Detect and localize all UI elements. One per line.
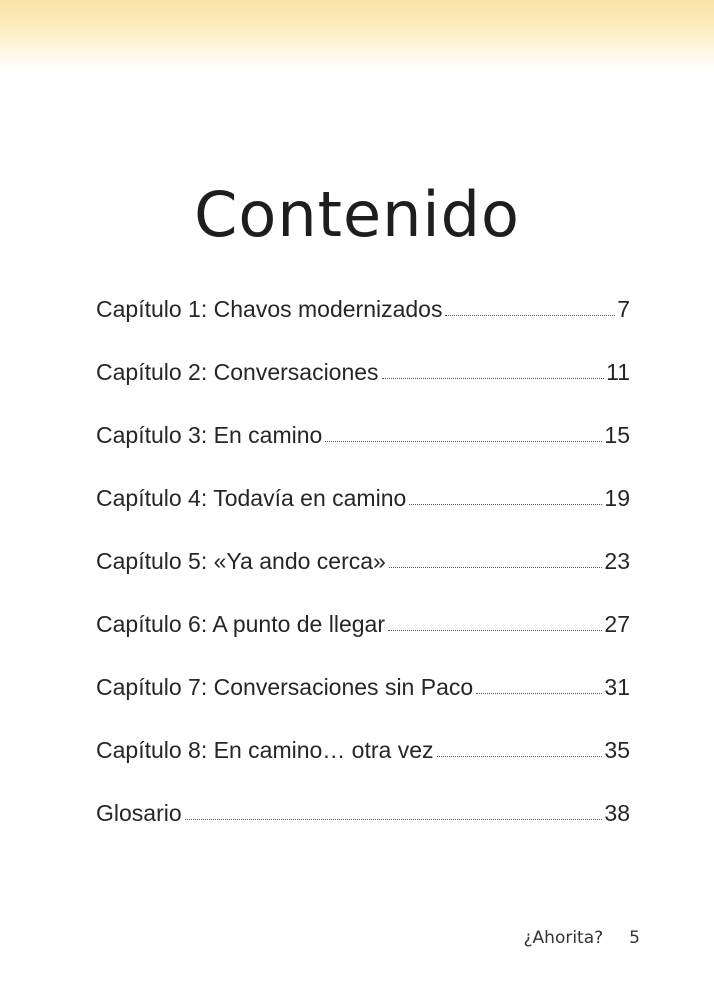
toc-entry-page: 15 bbox=[604, 422, 630, 448]
dot-leader bbox=[409, 503, 602, 505]
page-title: Contenido bbox=[194, 178, 520, 251]
toc-entry-label: Capítulo 3: En camino bbox=[96, 422, 323, 448]
toc-entry-page: 11 bbox=[606, 359, 630, 385]
dot-leader bbox=[476, 692, 602, 694]
dot-leader bbox=[325, 440, 602, 442]
dot-leader bbox=[437, 755, 603, 757]
table-of-contents bbox=[96, 296, 630, 863]
toc-entry-page: 27 bbox=[604, 611, 630, 637]
toc-entry-label: Capítulo 8: En camino… otra vez bbox=[96, 737, 434, 763]
toc-entry-chapter-3 bbox=[96, 422, 630, 485]
toc-entry-page: 7 bbox=[617, 296, 630, 322]
dot-leader bbox=[185, 818, 603, 820]
toc-entry-page: 31 bbox=[604, 674, 630, 700]
toc-entry-chapter-1 bbox=[96, 296, 630, 359]
toc-entry-page: 38 bbox=[604, 800, 630, 826]
toc-entry-page: 23 bbox=[604, 548, 630, 574]
page-footer bbox=[524, 928, 640, 948]
dot-leader bbox=[382, 377, 605, 379]
toc-entry-label: Capítulo 5: «Ya ando cerca» bbox=[96, 548, 386, 574]
toc-entry-label: Capítulo 7: Conversaciones sin Paco bbox=[96, 674, 474, 700]
header-gradient-band bbox=[0, 0, 714, 70]
toc-entry-chapter-5 bbox=[96, 548, 630, 611]
toc-entry-label: Capítulo 2: Conversaciones bbox=[96, 359, 379, 385]
toc-entry-glossary bbox=[96, 800, 630, 863]
dot-leader bbox=[445, 314, 615, 316]
footer-book-title: ¿Ahorita? bbox=[523, 928, 604, 948]
toc-entry-chapter-8 bbox=[96, 737, 630, 800]
toc-entry-chapter-7 bbox=[96, 674, 630, 737]
dot-leader bbox=[388, 629, 602, 631]
toc-entry-label: Capítulo 4: Todavía en camino bbox=[96, 485, 407, 511]
toc-entry-label: Glosario bbox=[96, 800, 182, 826]
toc-entry-label: Capítulo 1: Chavos modernizados bbox=[96, 296, 443, 322]
toc-entry-page: 19 bbox=[604, 485, 630, 511]
dot-leader bbox=[389, 566, 603, 568]
footer-page-number: 5 bbox=[629, 928, 640, 948]
toc-entry-chapter-4 bbox=[96, 485, 630, 548]
toc-entry-chapter-6 bbox=[96, 611, 630, 674]
toc-entry-page: 35 bbox=[604, 737, 630, 763]
toc-entry-chapter-2 bbox=[96, 359, 630, 422]
toc-entry-label: Capítulo 6: A punto de llegar bbox=[96, 611, 385, 637]
